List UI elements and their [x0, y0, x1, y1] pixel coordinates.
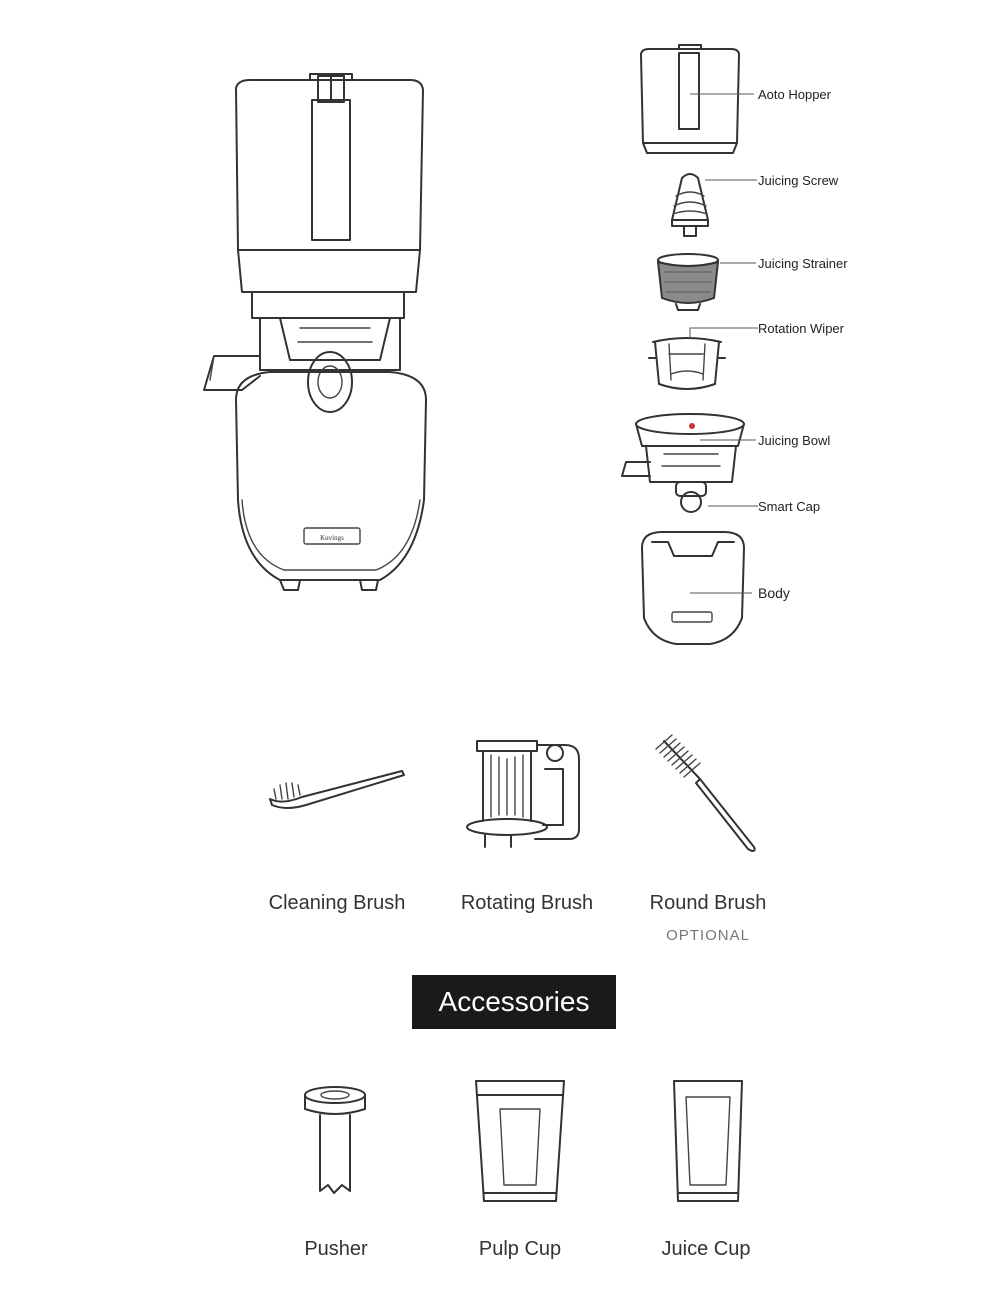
body-leader-line: [690, 589, 760, 599]
pusher-icon: [300, 1083, 370, 1203]
optional-note: OPTIONAL: [666, 927, 750, 944]
part-label-body: Body: [758, 585, 790, 601]
juicer-body-icon: [638, 528, 748, 648]
part-label-smartcap: Smart Cap: [758, 499, 821, 514]
wiper-leader-line: [690, 324, 765, 344]
part-label-wiper: Rotation Wiper: [758, 321, 844, 336]
accessory-label-juice-cup: Juice Cup: [661, 1238, 751, 1260]
part-label-bowl: Juicing Bowl: [758, 433, 831, 448]
round-brush-icon: [650, 735, 765, 855]
part-label-strainer: Juicing Strainer: [758, 256, 848, 271]
accessory-label-pulp-cup: Pulp Cup: [478, 1238, 562, 1260]
screw-leader-line: [705, 176, 765, 186]
accessories-title: Accessories: [412, 975, 616, 1029]
pulp-cup-icon: [470, 1075, 570, 1210]
brand-mark: Kuvings: [320, 534, 344, 542]
accessory-label-pusher: Pusher: [304, 1238, 368, 1260]
juicer-assembled-illustration: [180, 60, 460, 620]
rotating-brush-icon: [455, 735, 590, 855]
brush-label-cleaning: Cleaning Brush: [268, 892, 406, 914]
part-label-hopper: Aoto Hopper: [758, 87, 831, 102]
part-label-screw: Juicing Screw: [758, 173, 839, 188]
cleaning-brush-icon: [262, 765, 412, 815]
juicing-strainer-icon: [652, 252, 724, 314]
brush-label-round: Round Brush: [649, 892, 767, 914]
juice-cup-icon: [668, 1075, 748, 1210]
bowl-leader-line: [700, 436, 765, 446]
brush-label-rotating: Rotating Brush: [460, 892, 594, 914]
hopper-leader-line: [690, 90, 760, 100]
hopper-icon: [635, 45, 745, 160]
